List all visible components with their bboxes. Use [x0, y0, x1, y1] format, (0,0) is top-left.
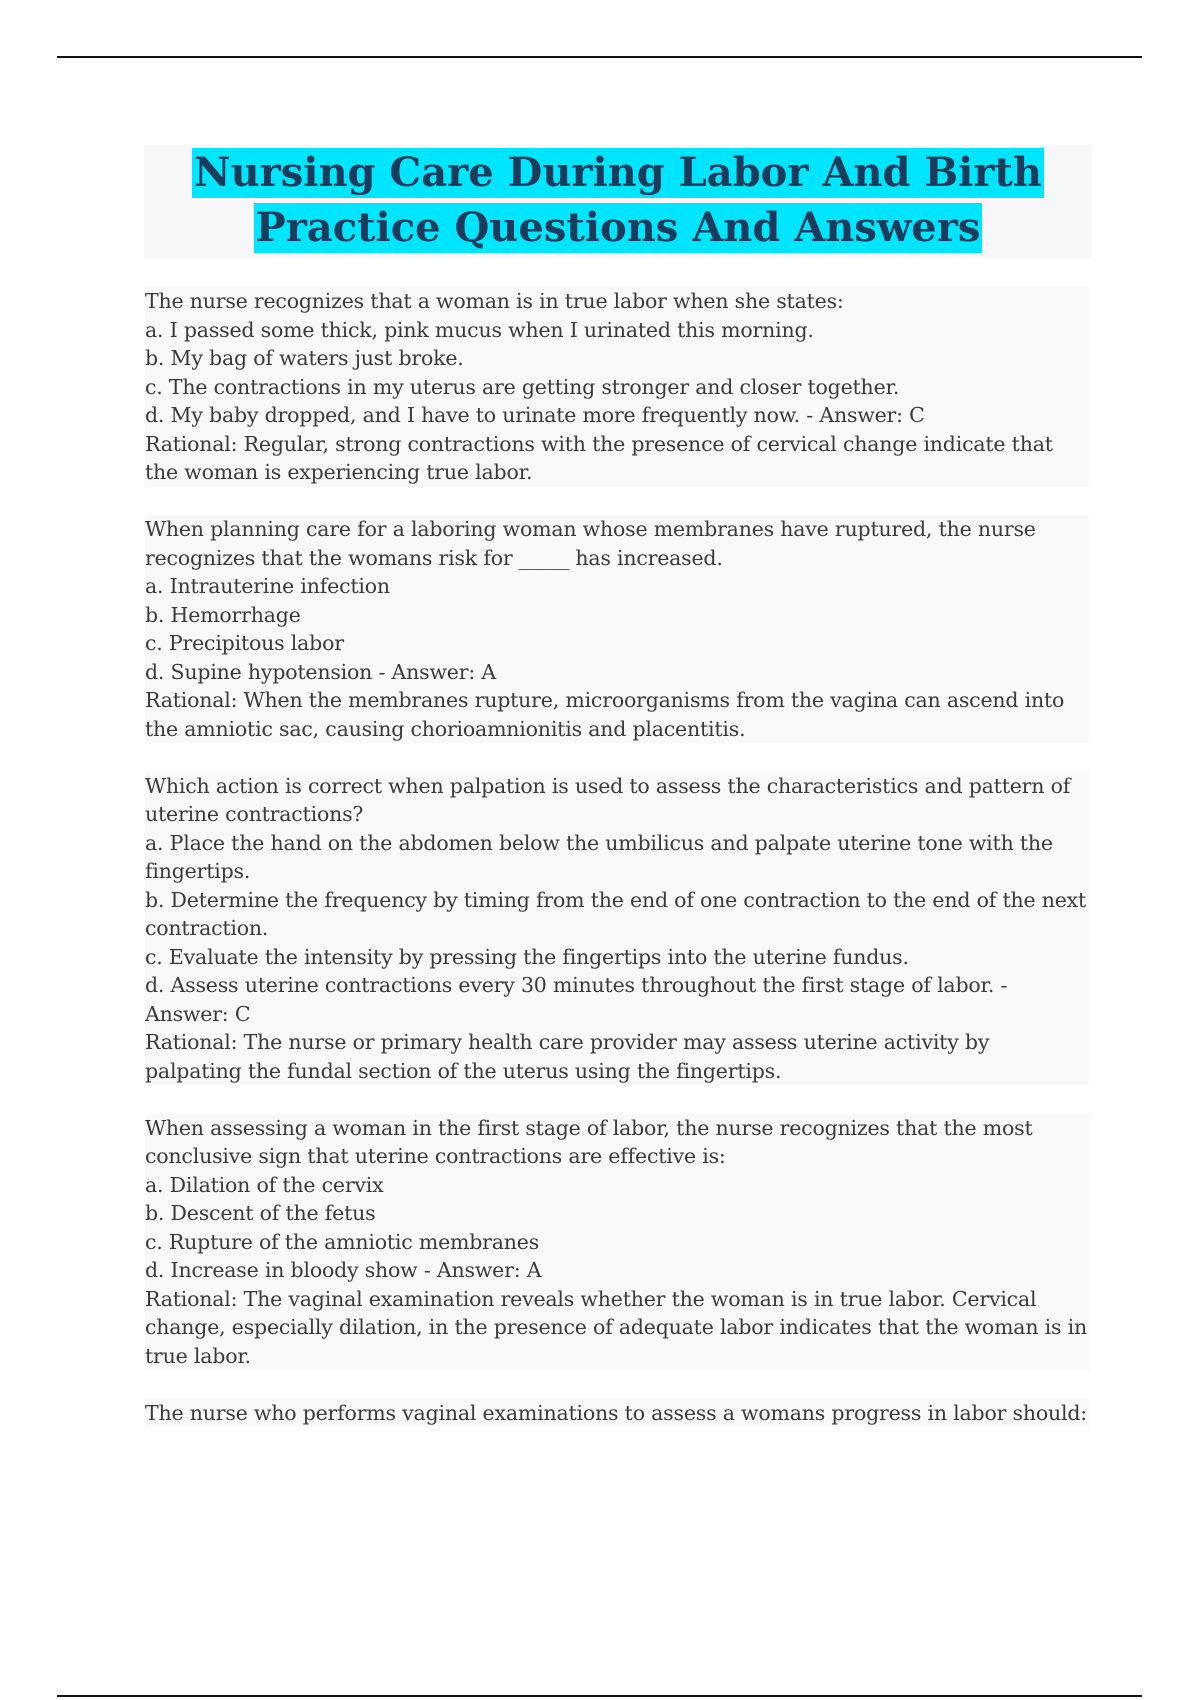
- question-block-5: [145, 1399, 1090, 1428]
- document-body: [145, 287, 1090, 1456]
- rationale: Rational: When the membranes rupture, microorganisms from the vagina can ascend into the amniotic sac, causing chorioamnionitis and placentitis.: [145, 686, 1090, 743]
- page-title-line-1: Nursing Care During Labor And Birth: [194, 149, 1042, 196]
- option-d-answer: d. Supine hypotension - Answer: A: [145, 658, 1090, 687]
- question-block-1: [145, 287, 1090, 487]
- rationale: Rational: Regular, strong contractions with the presence of cervical change indicate that the woman is experiencing true labor.: [145, 430, 1090, 487]
- question-block-2: [145, 515, 1090, 743]
- option-d-answer: d. My baby dropped, and I have to urinate more frequently now. - Answer: C: [145, 401, 1090, 430]
- option-a: a. Dilation of the cervix: [145, 1171, 1090, 1200]
- option-a: a. Place the hand on the abdomen below the umbilicus and palpate uterine tone with the fingertips.: [145, 829, 1090, 886]
- rationale: Rational: The nurse or primary health care provider may assess uterine activity by palpating the fundal section of the uterus using the fingertips.: [145, 1028, 1090, 1085]
- option-c: c. Evaluate the intensity by pressing the fingertips into the uterine fundus.: [145, 943, 1090, 972]
- option-d-answer: d. Increase in bloody show - Answer: A: [145, 1256, 1090, 1285]
- question-text: The nurse who performs vaginal examinations to assess a womans progress in labor should:: [145, 1399, 1090, 1428]
- option-c: c. Precipitous labor: [145, 629, 1090, 658]
- option-c: c. The contractions in my uterus are getting stronger and closer together.: [145, 373, 1090, 402]
- option-c: c. Rupture of the amniotic membranes: [145, 1228, 1090, 1257]
- option-a: a. Intrauterine infection: [145, 572, 1090, 601]
- top-rule: [57, 56, 1142, 58]
- question-text: When planning care for a laboring woman whose membranes have ruptured, the nurse recognizes that the womans risk for _____ has increased.: [145, 515, 1090, 572]
- rationale: Rational: The vaginal examination reveals whether the woman is in true labor. Cervical change, especially dilation, in the presence of adequate labor indicates that the woman is in true labor.: [145, 1285, 1090, 1371]
- option-d-answer: d. Assess uterine contractions every 30 minutes throughout the first stage of labor. - Answer: C: [145, 971, 1090, 1028]
- bottom-rule: [57, 1695, 1142, 1697]
- option-a: a. I passed some thick, pink mucus when I urinated this morning.: [145, 316, 1090, 345]
- question-text: Which action is correct when palpation is used to assess the characteristics and pattern of uterine contractions?: [145, 772, 1090, 829]
- question-block-4: [145, 1114, 1090, 1371]
- page-title-line-2: Practice Questions And Answers: [255, 204, 981, 251]
- option-b: b. Hemorrhage: [145, 601, 1090, 630]
- option-b: b. Determine the frequency by timing from the end of one contraction to the end of the next contraction.: [145, 886, 1090, 943]
- question-text: When assessing a woman in the first stage of labor, the nurse recognizes that the most conclusive sign that uterine contractions are effective is:: [145, 1114, 1090, 1171]
- option-b: b. My bag of waters just broke.: [145, 344, 1090, 373]
- question-block-3: [145, 772, 1090, 1086]
- title-block: [144, 145, 1092, 258]
- question-text: The nurse recognizes that a woman is in true labor when she states:: [145, 287, 1090, 316]
- option-b: b. Descent of the fetus: [145, 1199, 1090, 1228]
